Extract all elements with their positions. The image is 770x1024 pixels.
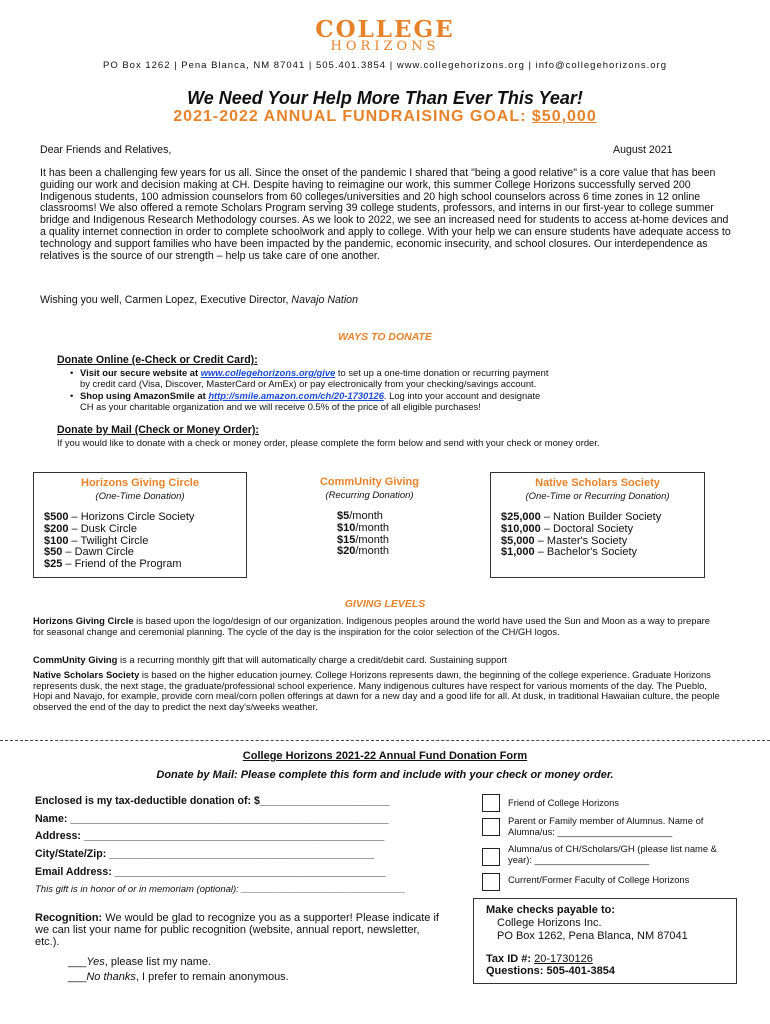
tier-name: – Horizons Circle Society — [68, 511, 195, 523]
no-rest: , I prefer to remain anonymous. — [135, 971, 289, 983]
checkbox-faculty[interactable] — [482, 873, 500, 891]
tier-list — [337, 511, 477, 558]
tier-list — [501, 512, 704, 559]
levels-hgc — [33, 616, 723, 637]
bullet-amazon — [80, 391, 740, 412]
check-label-parent: Parent or Family member of Alumnus. Name of Alumna/us: ______________________ — [508, 815, 704, 837]
letter-body: It has been a challenging few years for us all. Since the onset of the pandemic I shared that "being a good relative" is a core value that has been guiding our work and decision making at CH. Despite having to reimagine our work, this summer College Horizons successfully served 200 Indigenous students, 100 admission counselors from 60 colleges/universities and 20 high school counselors across 6 time zones in 12 online classrooms! We also offered a remote Scholars Program serving 39 college students, professors, and interns in our first-year to college summer bridge and Indigenous Research Methodology courses. As we look to 2022, we see an increased need for students to access at-home devices and a quality internet connection in order to complete schoolwork and apply to college. With your help we can ensure students have adequate access to technology and support families who have been impacted by the pandemic, economic insecurity, and school closures. Our interdependence as relatives is the source of our strength – help us take care of one another. — [40, 167, 731, 262]
mail-text: If you would like to donate with a check or money order, please complete the form below and send with your check or money order. — [57, 437, 600, 448]
tier-amount: $100 — [44, 534, 69, 547]
levels-nss — [33, 670, 723, 712]
letter-date: August 2021 — [613, 144, 673, 156]
tier-amount: $25,000 — [501, 511, 541, 523]
column-title: CommUnity Giving — [319, 476, 419, 488]
levels-nss-name: Native Scholars Society — [33, 669, 140, 680]
levels-cg-name: CommUnity Giving — [33, 654, 118, 665]
goal-prefix: 2021-2022 ANNUAL FUNDRAISING GOAL: — [173, 108, 532, 125]
giving-column-community — [262, 472, 477, 576]
no-blank: ___ — [68, 971, 87, 983]
donation-amount-field[interactable]: Enclosed is my tax-deductible donation of: $______________________ — [35, 795, 390, 807]
tier-row — [501, 547, 704, 559]
yes-rest: , please list my name. — [104, 956, 212, 968]
recognition — [35, 912, 445, 949]
tax-id-value: 20-1730126 — [534, 953, 593, 965]
tier-name: /month — [349, 510, 383, 522]
tax-id-label: Tax ID #: — [486, 953, 535, 965]
cut-line — [0, 740, 770, 741]
tier-row — [337, 546, 477, 558]
bullet-website — [80, 368, 740, 389]
address-field[interactable]: Address: ___________________________________________________ — [35, 830, 385, 842]
levels-title: GIVING LEVELS — [344, 598, 426, 610]
tier-amount: $5,000 — [501, 534, 535, 547]
tier-amount: $200 — [44, 522, 69, 535]
payable-heading: Make checks payable to: — [486, 904, 616, 916]
tier-amount: $1,000 — [501, 546, 535, 559]
headline: We Need Your Help More Than Ever This Year! — [187, 88, 583, 108]
form-title: College Horizons 2021-22 Annual Fund Donation Form — [242, 750, 528, 762]
recognition-lead: Recognition: — [35, 912, 103, 924]
column-subtitle: (Recurring Donation) — [325, 490, 414, 501]
levels-nss-text: is based on the higher education journey. College Horizons represents dawn, the beginning of the college experience. Graduate Horizons represents dusk, the next stage, the graduate/professional school experience. Many indigenous cultures have respect for various moments of the day. The Pueblo, Hopi and Navajo, for example, provide corn meal/corn pollen offerings at dawn for a new day and a good life for all. At dusk, in traditional Hawaiian culture, the people observed the end of the day to predict the next day's/weeks weather. — [33, 669, 720, 712]
tier-name: – Doctoral Society — [540, 522, 634, 535]
payable-address: PO Box 1262, Pena Blanca, NM 87041 — [497, 930, 688, 942]
honor-field[interactable]: This gift is in honor of or in memoriam (optional): _______________________________ — [35, 884, 406, 895]
signoff-text: Wishing you well, Carmen Lopez, Executive Director, — [40, 294, 292, 306]
check-label-friend: Friend of College Horizons — [508, 797, 619, 808]
tier-amount: $50 — [44, 546, 63, 559]
levels-hgc-text: is based upon the logo/design of our organization. Indigenous peoples around the world have used the Sun and Moon as a way to prepare for seasonal change and ceremonial planning. The cycle of the day is the inspiration for the color selection of the CH/GH logos. — [33, 615, 710, 637]
recognition-yes-option[interactable] — [68, 956, 211, 968]
tier-amount: $15 — [337, 533, 356, 546]
payable-org: College Horizons Inc. — [497, 917, 602, 929]
tax-id — [486, 953, 593, 965]
levels-cg — [33, 655, 723, 666]
salutation: Dear Friends and Relatives, — [40, 144, 172, 156]
give-link[interactable]: www.collegehorizons.org/give — [200, 367, 336, 378]
city-state-zip-field[interactable]: City/State/Zip: _____________________________________________ — [35, 848, 375, 860]
fundraising-goal — [0, 108, 770, 126]
form-subtitle: Donate by Mail: Please complete this form and include with your check or money order. — [156, 769, 614, 781]
contact-line: PO Box 1262 | Pena Blanca, NM 87041 | 505.401.3854 | www.collegehorizons.org | info@collegehorizons.org — [102, 60, 667, 71]
column-title: Horizons Giving Circle — [81, 477, 199, 489]
column-subtitle: (One-Time Donation) — [95, 491, 185, 502]
online-heading: Donate Online (e-Check or Credit Card): — [57, 354, 258, 366]
no-word: No thanks — [86, 971, 136, 983]
tier-list — [44, 512, 246, 571]
ways-title: WAYS TO DONATE — [338, 331, 432, 343]
mail-heading: Donate by Mail (Check or Money Order): — [57, 424, 259, 436]
giving-column-native-scholars — [490, 472, 705, 578]
column-title: Native Scholars Society — [535, 477, 660, 489]
bullet-amazon-rest: . Log into your account and designate — [383, 390, 541, 401]
logo-horizons: HORIZONS — [330, 39, 440, 54]
tier-amount: $25 — [44, 558, 63, 571]
giving-column-horizons — [33, 472, 247, 578]
signoff-nation: Navajo Nation — [291, 294, 358, 306]
checkbox-friend[interactable] — [482, 794, 500, 812]
tier-name: – Twilight Circle — [68, 534, 149, 547]
tier-amount: $5 — [337, 510, 350, 522]
checkbox-alumnus[interactable] — [482, 848, 500, 866]
tier-amount: $20 — [337, 545, 356, 558]
tier-amount: $10 — [337, 521, 356, 534]
yes-blank: ___ — [68, 956, 87, 968]
tier-name: – Nation Builder Society — [540, 511, 662, 523]
tier-amount: $10,000 — [501, 522, 541, 535]
recognition-text: We would be glad to recognize you as a supporter! Please indicate if we can list your name for public recognition (website, annual report, newsletter, etc.). — [35, 912, 439, 949]
signoff — [40, 295, 358, 307]
goal-amount: $50,000 — [531, 108, 597, 125]
bullet-website-lead: Visit our secure website at — [80, 367, 201, 378]
logo-college: COLLEGE — [315, 16, 455, 43]
tier-name: /month — [355, 545, 389, 558]
name-field[interactable]: Name: ______________________________________________________ — [35, 813, 389, 825]
tier-name: – Dusk Circle — [68, 522, 137, 535]
check-label-alumnus: Alumna/us of CH/Scholars/GH (please list name & year): ______________________ — [508, 843, 717, 865]
yes-word: Yes — [86, 956, 105, 968]
questions-phone: Questions: 505-401-3854 — [486, 965, 616, 977]
bullet-amazon-lead: Shop using AmazonSmile at — [80, 390, 209, 401]
amazon-link[interactable]: http://smile.amazon.com/ch/20-1730126 — [208, 390, 384, 401]
tier-name: /month — [355, 521, 389, 534]
tier-name: – Bachelor's Society — [534, 546, 638, 559]
levels-cg-text: is a recurring monthly gift that will automatically charge a credit/debit card. Sustaining support — [117, 654, 508, 665]
checkbox-parent[interactable] — [482, 818, 500, 836]
tier-name: /month — [355, 533, 389, 546]
tier-amount: $500 — [44, 511, 69, 523]
tier-name: – Dawn Circle — [62, 546, 134, 559]
bullet-website-rest: to set up a one-time donation or recurring payment — [335, 367, 549, 378]
tier-row — [44, 559, 246, 571]
levels-hgc-name: Horizons Giving Circle — [33, 615, 134, 626]
check-label-faculty: Current/Former Faculty of College Horizons — [508, 874, 690, 885]
tier-name: – Master's Society — [534, 534, 628, 547]
column-subtitle: (One-Time or Recurring Donation) — [525, 491, 670, 502]
bullet-amazon-line2: CH as your charitable organization and we will receive 0.5% of the price of all eligible purchases! — [80, 400, 481, 412]
email-field[interactable]: Email Address: ______________________________________________ — [35, 866, 386, 878]
tier-name: – Friend of the Program — [62, 558, 182, 571]
bullet-website-line2: by credit card (Visa, Discover, MasterCard or AmEx) or pay electronically from your checking/savings account. — [80, 377, 537, 389]
recognition-no-option[interactable] — [68, 971, 289, 983]
